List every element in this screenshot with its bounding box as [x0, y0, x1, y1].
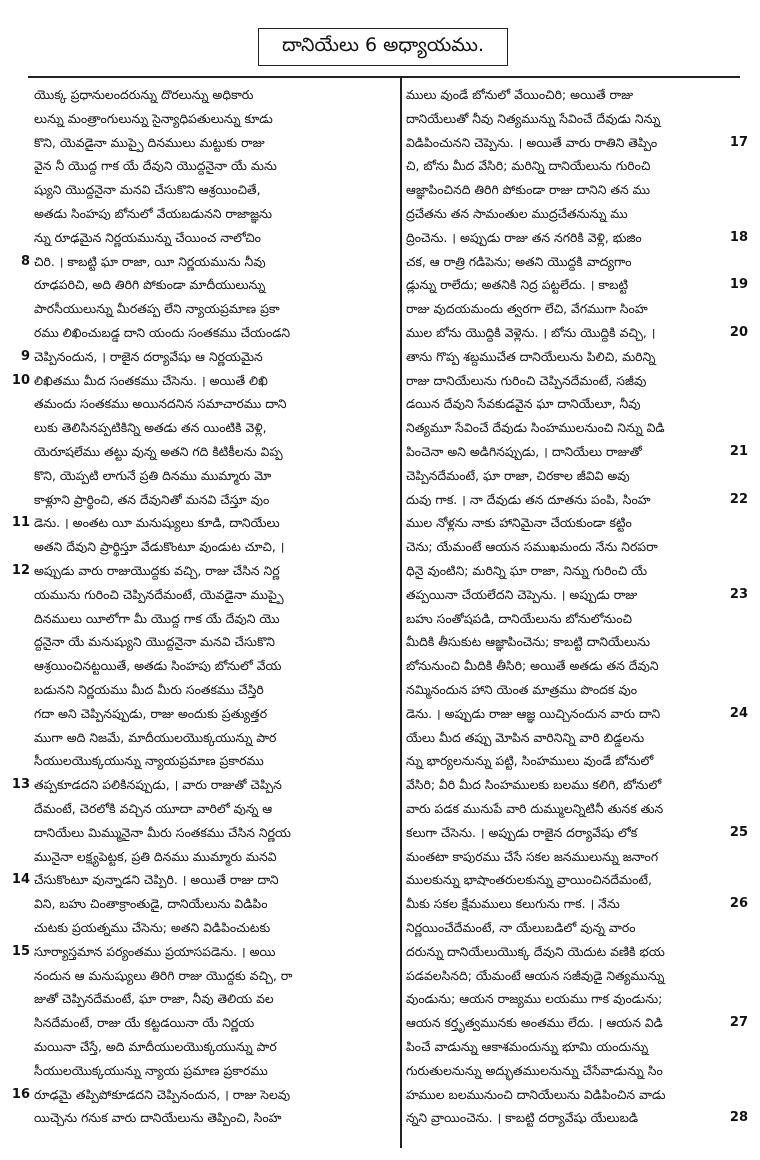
text-line: రూఢమై తప్పిపోకూడదని చెప్పినందున, । రాజు సెలవు [34, 1087, 291, 1102]
verse-number: 26 [729, 896, 748, 911]
verse-number: 13 [11, 777, 30, 792]
text-line: డెను. । అంతట యీ మనుష్యులు కూడి, దానియేలు [34, 515, 280, 530]
text-line: ములు వుండే బోనులో వేయించిరి; అయితే రాజు [406, 87, 634, 102]
text-line: హముల బలమునుంచి దానియేలును విడిపించిన వాడు [406, 1087, 666, 1102]
text-line: నిత్యమూ సేవించే దేవుడు సింహములనుంచి నిన్ను విడి [406, 420, 665, 435]
text-line: అతడు సింహపు బోనులో వేయబడునని రాజాజ్ఞను [34, 206, 273, 221]
text-line: గురుతులనున్ను అద్భుతములనున్ను చేసేవాడున్ను సిం [406, 1063, 663, 1078]
text-line: దువు గాక. । నా దేవుడు తన దూతను పంపి, సింహ [406, 492, 651, 507]
text-line: ముగా అది నిజమే, మాదీయులయొక్కయున్ను పార [34, 730, 277, 745]
text-line: కలుగా చేసెను. । అప్పుడు రాజైన దర్యావేషు లోక [406, 825, 638, 840]
text-line: యేలు మీద తప్పు మోపిన వారినిన్ని వారి బిడ్డలను [406, 730, 645, 745]
text-line: సీయులయొక్కయున్ను న్యాయ ప్రమాణ ప్రకారము [34, 1063, 268, 1078]
text-line: చుటకు ప్రయత్నము చేసెను; అతని విడిపించుటకు [34, 920, 271, 935]
text-line: వేసిరి; వీరి మీద సింహములకు బలము కలిగి, బోనులో [406, 777, 662, 792]
text-line: ఆజ్ఞాపించినది తిరిగి పోకుండా రాజు దానిని తన ము [406, 182, 650, 197]
text-line: విని, బహు చింతాక్రాంతుడై, దానియేలును విడిపిం [34, 896, 268, 911]
text-line: రాజు దానియేలును గురించి చెప్పినదేమంటే, సజీవు [406, 373, 647, 388]
text-line: ఆయన కర్తృత్వమునకు అంతము లేదు. । ఆయన విడి [406, 1015, 663, 1030]
verse-number: 14 [11, 872, 30, 887]
verse-number: 15 [11, 944, 30, 959]
verse-number: 8 [20, 254, 30, 269]
text-line: యెరూషలేము తట్టు వున్న అతని గది కిటికీలను విప్ప [34, 444, 283, 459]
verse-number: 21 [729, 444, 748, 459]
text-line: దినములు యీలోగా మీ యొద్ద గాక యే దేవుని యొ [34, 611, 280, 626]
text-line: న్ను రూఢమైన నిర్ణయమున్ను చేయించ నాలోచిం [34, 230, 261, 245]
text-line: డయిన దేవుని సేవకుడవైన ఘా దానియేలూ, నీవు [406, 396, 641, 411]
text-line: న్నని వ్రాయించెను. । కాబట్టి దర్యావేషు యేలుబడి [406, 1110, 639, 1125]
verse-number: 12 [11, 563, 30, 578]
text-line: ద్రించెను. । అప్పుడు రాజు తన నగరికి వెళ్లి, భుజిం [406, 230, 642, 245]
text-line: డ్లున్ను రాలేదు; అతనికి నిద్ర పట్టలేదు. । కాబట్టి [406, 277, 629, 292]
text-line: యమును గురించి చెప్పినదేమంటే, యెవడైనా ముప్పై [34, 587, 284, 602]
text-line: బహు సంతోషపడి, దానియేలును బోనులోనుంచి [406, 611, 632, 626]
text-line: చి, బోను మీద వేసిరి; మరిన్ని దానియేలును గురించి [406, 158, 651, 173]
text-line: జుతో చెప్పినదేమంటే, ఘా రాజా, నీవు తెలియ వల [34, 991, 274, 1006]
text-line: మయినా చేస్తే, అది మాదీయులయొక్కయున్ను పార [34, 1039, 277, 1054]
text-line: దేమంటే, చెరలోకి వచ్చిన యూదా వారిలో వున్న ఆ [34, 801, 273, 816]
text-line: ముల నోళ్లను నాకు హానిమైనా చేయకుండా కట్టిం [406, 515, 632, 530]
text-line: లిఖితము మీద సంతకము చేసెను. । అయితే లిఖి [34, 373, 268, 388]
text-line: తప్పయినా చేయలేదని చెప్పెను. । అప్పుడు రాజు [406, 587, 638, 602]
text-line: దానియేలుతో నీవు నిత్యమున్ను సేవించే దేవుడు నిన్ను [406, 111, 661, 126]
text-line: యొక్క ప్రధానులందరున్ను దొరలున్ను అధికారు [34, 87, 254, 102]
text-line: ద్రచేతను తన సామంతుల ముద్రచేతనున్ను ము [406, 206, 628, 221]
verse-number: 9 [20, 349, 30, 364]
text-line: చెప్పినదేమంటే, ఘా రాజా, చిరకాల జీవివి అవు [406, 468, 630, 483]
verse-number: 23 [729, 587, 748, 602]
verse-number: 10 [11, 373, 30, 388]
verse-number: 28 [729, 1110, 748, 1125]
text-line: నమ్మినందున హాని యెంత మాత్రము పొందక వుం [406, 682, 637, 697]
text-line: పించే వాడున్ను ఆకాశమందున్ను భూమి యందున్ను [406, 1039, 649, 1054]
text-line: నందున ఆ మనుష్యులు తిరిగి రాజు యొద్దకు వచ్చి, రా [34, 968, 293, 983]
text-line: సీయులయొక్కయున్ను న్యాయప్రమాణ ప్రకారము [34, 753, 264, 768]
text-line: వైన నీ యొద్ద గాక యే దేవుని యొద్దనైనా యే మను [34, 158, 277, 173]
chapter-title: దానియేలు 6 అధ్యాయము. [282, 33, 484, 56]
text-line: ములకున్ను భాషాంతరులకున్ను వ్రాయించినదేమంటే, [406, 872, 652, 887]
column-divider [400, 78, 402, 1148]
verse-number: 20 [729, 325, 748, 340]
text-line: లుకు తెలిసినప్పటికిన్ని అతడు తన యింటికి వెళ్లి, [34, 420, 267, 435]
text-line: పడవలసినది; యేమంటే ఆయన సజీవుడై నిత్యమున్ను [406, 968, 665, 983]
text-line: కొని, యెప్పటి లాగునే ప్రతి దినము ముమ్మారు మో [34, 468, 272, 483]
text-line: చెను; యేమంటే ఆయన సముఖమందు నేను నిరపరా [406, 539, 658, 554]
text-line: రూఢపరిచి, అది తిరిగి పోకుండా మాదీయులున్ను [34, 277, 266, 292]
text-line: పించెనా అని అడిగినప్పుడు, । దానియేలు రాజుతో [406, 444, 642, 459]
text-line: కొని, యెవడైనా ముప్పై దినములు మట్టుకు రాజు [34, 135, 265, 150]
text-line: ధినై వుంటిని; మరిన్ని ఘా రాజా, నిన్ను గురించి యే [406, 563, 648, 578]
verse-number: 27 [729, 1015, 748, 1030]
text-line: పారసీయులున్ను మీరతప్ప లేని న్యాయప్రమాణ ప్రకా [34, 301, 280, 316]
text-line: తప్పకూడదని పలికినప్పుడు, । వారు రాజుతో చెప్పిన [34, 777, 282, 792]
text-line: మంతటా కాపురము చేసే సకల జనములున్ను జనాంగ [406, 849, 659, 864]
text-line: బోనునుంచి మీదికి తీసిరి; అయితే అతడు తన దేవుని [406, 658, 659, 673]
text-line: న్ను భార్యలనున్ను పట్టి, సింహములు వుండే బోనులో [406, 753, 654, 768]
verse-number: 17 [729, 135, 748, 150]
text-line: తాను గొప్ప శబ్దముచేత దానియేలును పిలిచి, మరిన్ని [406, 349, 656, 364]
text-line: చక, ఆ రాత్రి గడిపెను; అతని యొద్దకి వాద్యగాం [406, 254, 632, 269]
text-line: డెను. । అప్పుడు రాజు ఆజ్ఞ యిచ్చినందున వారు దాని [406, 706, 661, 721]
text-line: ఆశ్రయించినట్టయితే, అతడు సింహపు బోనులో వేయ [34, 658, 282, 673]
text-line: రము లిఖించుబడ్డ దాని యందు సంతకము చేయండని [34, 325, 291, 340]
text-frame [11, 76, 748, 1146]
verse-number: 16 [11, 1087, 30, 1102]
chapter-header [258, 28, 508, 66]
verse-number: 11 [11, 515, 30, 530]
text-line: గదా అని చెప్పినప్పుడు, రాజు అందుకు ప్రత్యుత్తర [34, 706, 268, 721]
text-line: కాళ్లూని ప్రార్థించి, తన దేవునితో మనవి చేస్తూ వుం [34, 492, 270, 507]
text-line: మీకు సకల క్షేమములు కలుగును గాక. । నేను [406, 896, 620, 911]
verse-number: 18 [729, 230, 748, 245]
text-line: నిర్ణయించేదేమంటే, నా యేలుబడిలో వున్న వారం [406, 920, 636, 935]
text-line: ముల బోను యొద్దికి వెళ్లెను. । బోను యొద్దికి వచ్చి, । [406, 325, 656, 340]
verse-number: 22 [729, 492, 748, 507]
verse-number: 25 [729, 825, 748, 840]
text-line: చేసుకొంటూ వున్నాడని చెప్పిరి. । అయితే రాజు దాని [34, 872, 279, 887]
text-line: లున్ను మంత్రాంగులున్ను సైన్యాధిపతులున్ను కూడు [34, 111, 273, 126]
text-line: మీదికి తీసుకుట ఆజ్ఞాపించెను; కాబట్టి దానియేలును [406, 634, 651, 649]
text-line: యిచ్చెను గనుక వారు దానియేలును తెప్పించి, సింహ [34, 1110, 282, 1125]
text-line: చెప్పినందున, । రాజైన దర్యావేషు ఆ నిర్ణయమైన [34, 349, 263, 364]
text-line: విడిపించునని చెప్పెను. । అయితే వారు రాతిని తెప్పిం [406, 135, 658, 150]
text-line: ష్యుని యొద్దనైనా మనవి చేసుకొని ఆశ్రయించితే, [34, 182, 261, 197]
text-line: అప్పుడు వారు రాజుయొద్దకు వచ్చి, రాజు చేసిన నిర్ణ [34, 563, 280, 578]
text-line: ద్దనైనా యే మనుష్యుని యొద్దనైనా మనవి చేసుకొని [34, 634, 275, 649]
verse-number: 19 [729, 277, 748, 292]
text-line: రాజు వుదయమందు త్వరగా లేచి, వేగముగా సింహ [406, 301, 648, 316]
text-line: వారు పడక మునుపే వారి దుమ్ములన్నిటినీ తునక తున [406, 801, 664, 816]
text-line: చిరి. । కాబట్టి ఘా రాజా, యీ నిర్ణయమును నీవు [34, 254, 266, 269]
text-line: వుండును; ఆయన రాజ్యము లయము గాక వుండును; [406, 991, 663, 1006]
text-line: దానియేలు మిమ్మునైనా మీరు సంతకము చేసిన నిర్ణయ [34, 825, 291, 840]
text-line: మునైనా లక్ష్యపెట్టక, ప్రతి దినము ముమ్మారు మనవి [34, 849, 277, 864]
text-line: అతని దేవుని ప్రార్థిస్తూ వేడుకొంటూ వుండుట చూచి, । [34, 539, 285, 554]
verse-number: 24 [729, 706, 748, 721]
text-line: దరున్ను దానియేలుయొక్క దేవుని యెదుట వణికి భయ [406, 944, 665, 959]
text-line: సూర్యాస్తమాన పర్యంతము ప్రయాసపడెను. । అయి [34, 944, 276, 959]
text-line: సినదేమంటే, రాజు యే కట్టడయినా యే నిర్ణయ [34, 1015, 255, 1030]
text-line: తమందు సంతకము అయినదనిన సమాచారము దాని [34, 396, 287, 411]
text-line: బడునని నిర్ణయము మీద మీరు సంతకము చేస్తిరి [34, 682, 264, 697]
